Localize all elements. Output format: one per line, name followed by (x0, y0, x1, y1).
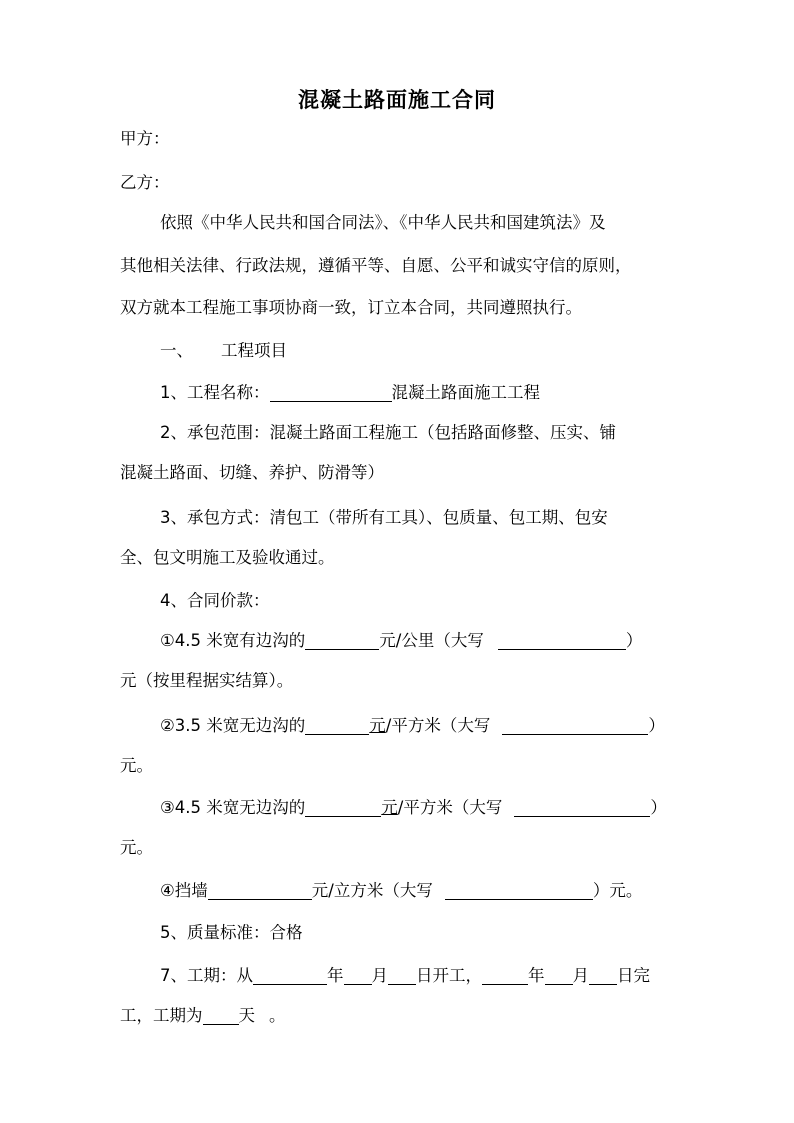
intro-line-2: 其他相关法律、行政法规，遵循平等、自愿、公平和诚实守信的原则， (120, 256, 632, 275)
price-2-capital-blank (502, 716, 648, 735)
price-1-unit: 元/公里（大写 (379, 631, 484, 650)
end-month-blank (545, 966, 573, 985)
document-title: 混凝土路面施工合同 (298, 88, 496, 112)
price-3-prefix: ③4.5 米宽无边沟的 (160, 798, 306, 817)
price-3-close: ） (650, 798, 667, 817)
start-year-blank (253, 966, 327, 985)
price-4-unit: 元/立方米（大写 (311, 881, 433, 900)
project-name-blank (270, 383, 392, 402)
duration-days-label: 天 (238, 1006, 255, 1025)
start-month-label: 月 (371, 966, 388, 985)
start-year-label: 年 (327, 966, 344, 985)
item-1-label: 1、工程名称： (160, 383, 270, 402)
end-day-blank (589, 966, 617, 985)
price-4-amount-blank (208, 881, 312, 900)
section-1-title: 工程项目 (221, 341, 287, 360)
price-3-unit-rest: /平方米（大写 (397, 798, 503, 817)
price-1-capital-blank (498, 631, 626, 650)
item-1-project-name (160, 381, 540, 405)
price-4-capital-blank (445, 881, 593, 900)
price-1-prefix: ①4.5 米宽有边沟的 (160, 631, 306, 650)
end-year-blank (482, 966, 528, 985)
duration-end: 。 (269, 1006, 286, 1025)
item-7-line-2 (120, 1004, 286, 1028)
item-4-label: 4、合同价款： (160, 591, 270, 610)
start-month-blank (344, 966, 372, 985)
price-4-line (160, 879, 642, 903)
end-month-label: 月 (572, 966, 589, 985)
section-1-heading (160, 339, 287, 363)
intro-line-3: 双方就本工程施工事项协商一致，订立本合同，共同遵照执行。 (120, 298, 582, 317)
price-2-amount-blank (305, 716, 369, 735)
item-7-prefix: 7、工期：从 (160, 966, 253, 985)
section-1-number: 一、 (160, 341, 193, 360)
end-year-label: 年 (528, 966, 545, 985)
item-3-line-2: 全、包文明施工及验收通过。 (120, 548, 335, 567)
end-day-label: 日完 (617, 966, 650, 985)
party-a-label: 甲方： (120, 129, 170, 148)
item-7-line-1 (160, 964, 650, 988)
price-2-prefix: ②3.5 米宽无边沟的 (160, 716, 306, 735)
item-2-line-1: 2、承包范围：混凝土路面工程施工（包括路面修整、压实、铺 (160, 423, 616, 442)
price-1-line-2: 元（按里程据实结算）。 (120, 671, 294, 690)
price-2-line-1 (160, 714, 665, 738)
item-3-line-1: 3、承包方式：清包工（带所有工具）、包质量、包工期、包安 (160, 508, 608, 527)
party-b-label: 乙方： (120, 173, 170, 192)
price-3-capital-blank (514, 798, 650, 817)
duration-prefix: 工，工期为 (120, 1006, 203, 1025)
price-1-amount-blank (305, 631, 379, 650)
price-3-unit-yuan: 元 (381, 798, 398, 817)
price-3-line-2: 元。 (120, 838, 153, 857)
item-5-quality: 5、质量标准：合格 (160, 923, 303, 942)
start-day-label: 日开工， (416, 966, 482, 985)
item-1-value: 混凝土路面施工工程 (391, 383, 540, 402)
intro-line-1: 依照《中华人民共和国合同法》、《中华人民共和国建筑法》及 (160, 213, 606, 232)
duration-days-blank (203, 1006, 239, 1025)
item-2-line-2: 混凝土路面、切缝、养护、防滑等） (120, 463, 384, 482)
price-3-line-1 (160, 796, 667, 820)
price-4-prefix: ④挡墙 (160, 881, 208, 900)
price-1-line-1 (160, 629, 642, 653)
price-4-close: ）元。 (592, 881, 643, 900)
price-2-line-2: 元。 (120, 756, 153, 775)
price-2-unit-rest: /平方米（大写 (385, 716, 491, 735)
price-1-close: ） (625, 631, 643, 650)
price-3-amount-blank (305, 798, 381, 817)
price-2-unit-yuan: 元 (369, 716, 386, 735)
start-day-blank (388, 966, 416, 985)
price-2-close: ） (648, 716, 665, 735)
